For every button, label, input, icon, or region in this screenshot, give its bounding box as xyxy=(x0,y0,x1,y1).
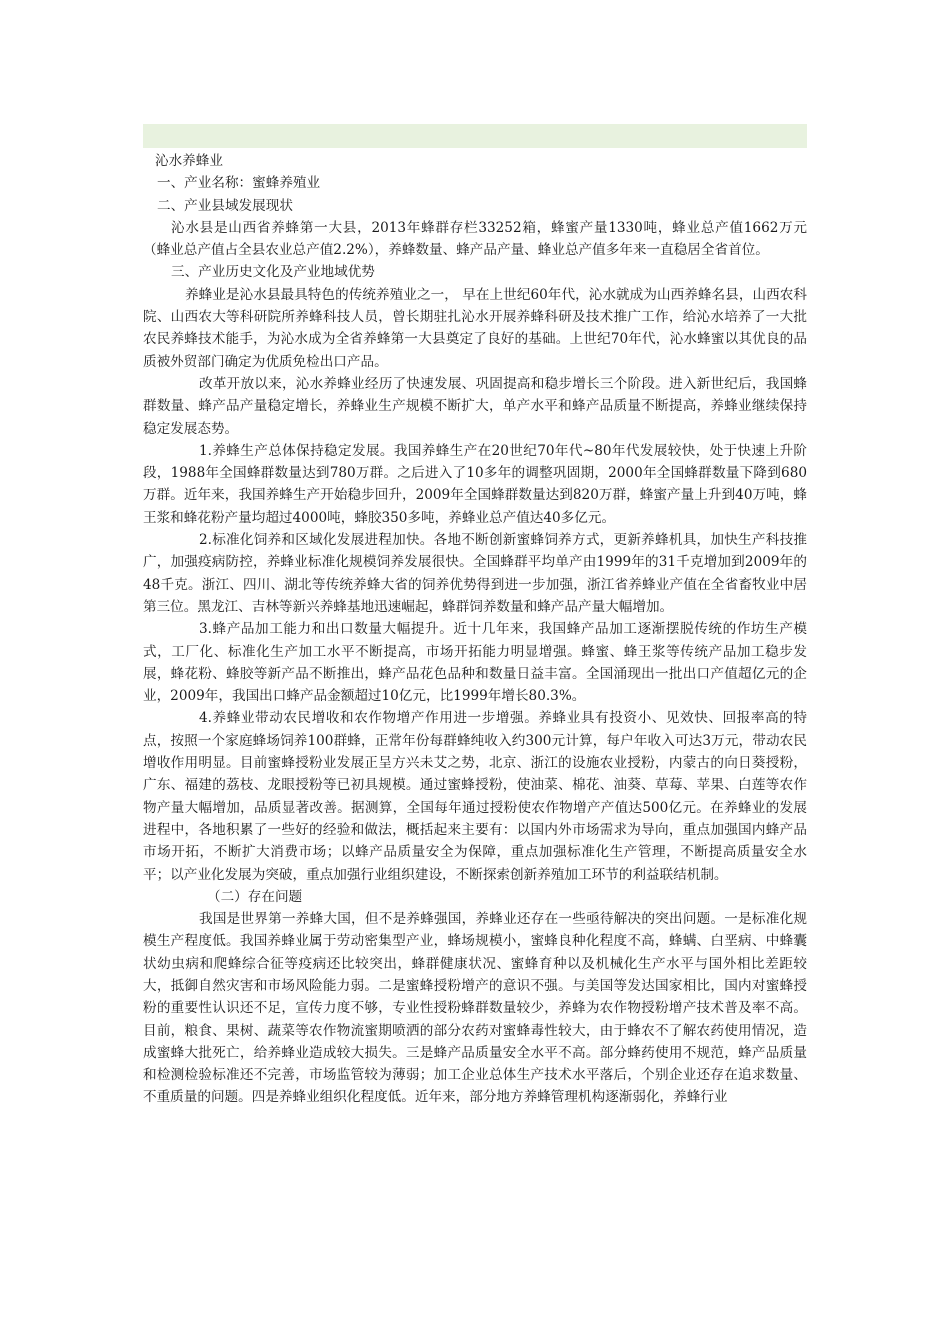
document-body xyxy=(143,150,807,1109)
paragraph-point-4: 4.养蜂业带动农民增收和农作物增产作用进一步增强。养蜂业具有投资小、见效快、回报率高的特点，按照一个家庭蜂场饲养100群蜂，正常年份每群蜂纯收入约300元计算，每户年收入可达3万元，带动农民增收作用明显。目前蜜蜂授粉业发展正呈方兴未艾之势，北京、浙江的设施农业授粉，内蒙古的向日葵授粉，广东、福建的荔枝、龙眼授粉等已初具规模。通过蜜蜂授粉，使油菜、棉花、油葵、草莓、苹果、白莲等农作物产量大幅增加，品质显著改善。据测算，全国每年通过授粉使农作物增产产值达500亿元。在养蜂业的发展进程中，各地积累了一些好的经验和做法，概括起来主要有：以国内外市场需求为导向，重点加强国内蜂产品市场开拓，不断扩大消费市场；以蜂产品质量安全为保障，重点加强标准化生产管理，不断提高质量安全水平；以产业化发展为突破，重点加强行业组织建设，不断探索创新养殖加工环节的利益联结机制。 xyxy=(143,710,807,883)
paragraph-problems: 我国是世界第一养蜂大国，但不是养蜂强国，养蜂业还存在一些亟待解决的突出问题。一是标准化规模生产程度低。我国养蜂业属于劳动密集型产业，蜂场规模小，蜜蜂良种化程度不高，蜂螨、白垩病、中蜂囊状幼虫病和爬蜂综合征等疫病还比较突出，蜂群健康状况、蜜蜂育种以及机械化生产水平与国外相比差距较大，抵御自然灾害和市场风险能力弱。二是蜜蜂授粉增产的意识不强。与美国等发达国家相比，国内对蜜蜂授粉的重要性认识还不足，宣传力度不够，专业性授粉蜂群数量较少，养蜂为农作物授粉增产技术普及率不高。目前，粮食、果树、蔬菜等农作物流蜜期喷洒的部分农药对蜜蜂毒性较大，由于蜂农不了解农药使用情况，造成蜜蜂大批死亡，给养蜂业造成较大损失。三是蜂产品质量安全水平不高。部分蜂药使用不规范，蜂产品质量和检测检验标准还不完善，市场监管较为薄弱；加工企业总体生产技术水平落后，个别企业还存在追求数量、不重质量的问题。四是养蜂业组织化程度低。近年来，部分地方养蜂管理机构逐渐弱化，养蜂行业 xyxy=(143,911,807,1106)
document-title: 沁水养蜂业 xyxy=(155,153,223,169)
paragraph-history: 养蜂业是沁水县最具特色的传统养殖业之一， 早在上世纪60年代，沁水就成为山西养蜂名县，山西农科院、山西农大等科研院所养蜂科技人员，曾长期驻扎沁水开展养蜂科研及技术推广工作，给沁水培养了一大批农民养蜂技术能手，为沁水成为全省养蜂第一大县奠定了良好的基础。上世纪70年代，沁水蜂蜜以其优良的品质被外贸部门确定为优质免检出口产品。 xyxy=(143,286,807,370)
section-heading-history: 三、产业历史文化及产业地域优势 xyxy=(171,264,375,281)
section-heading-industry-name: 一、产业名称：蜜蜂养殖业 xyxy=(157,175,321,192)
paragraph-point-1: 1.养蜂生产总体保持稳定发展。我国养蜂生产在20世纪70年代~80年代发展较快，处于快速上升阶段，1988年全国蜂群数量达到780万群。之后进入了10多年的调整巩固期，2000年全国蜂群数量下降到680万群。近年来，我国养蜂生产开始稳步回升，2009年全国蜂群数量达到820万群，蜂蜜产量上升到40万吨，蜂王浆和蜂花粉产量均超过4000吨，蜂胶350多吨，养蜂业总产值达40多亿元。 xyxy=(143,442,807,526)
section-heading-problems: （二）存在问题 xyxy=(207,888,303,905)
paragraph-point-3: 3.蜂产品加工能力和出口数量大幅提升。近十几年来，我国蜂产品加工逐渐摆脱传统的作坊生产模式，工厂化、标准化生产加工水平不断提高，市场开拓能力明显增强。蜂蜜、蜂王浆等传统产品加工稳步发展，蜂花粉、蜂胶等新产品不断推出，蜂产品花色品种和数量日益丰富。全国涌现出一批出口产值超亿元的企业，2009年，我国出口蜂产品金额超过10亿元，比1999年增长80.3%。 xyxy=(143,621,807,705)
header-band xyxy=(143,124,807,148)
paragraph-status: 沁水县是山西省养蜂第一大县，2013年蜂群存栏33252箱，蜂蜜产量1330吨，蜂业总产值1662万元（蜂业总产值占全县农业总产值2.2%），养蜂数量、蜂产品产量、蜂业总产值多年来一直稳居全省首位。 xyxy=(143,219,807,259)
paragraph-reform: 改革开放以来，沁水养蜂业经历了快速发展、巩固提高和稳步增长三个阶段。进入新世纪后，我国蜂群数量、蜂产品产量稳定增长，养蜂业生产规模不断扩大，单产水平和蜂产品质量不断提高，养蜂业继续保持稳定发展态势。 xyxy=(143,375,807,437)
section-heading-status: 二、产业县域发展现状 xyxy=(157,197,293,214)
paragraph-point-2: 2.标准化饲养和区域化发展进程加快。各地不断创新蜜蜂饲养方式，更新养蜂机具，加快生产科技推广，加强疫病防控，养蜂业标准化规模饲养发展很快。全国蜂群平均单产由1999年的31千克增加到2009年的48千克。浙江、四川、湖北等传统养蜂大省的饲养优势得到进一步加强，浙江省养蜂业产值在全省畜牧业中居第三位。黑龙江、吉林等新兴养蜂基地迅速崛起，蜂群饲养数量和蜂产品产量大幅增加。 xyxy=(143,532,807,615)
